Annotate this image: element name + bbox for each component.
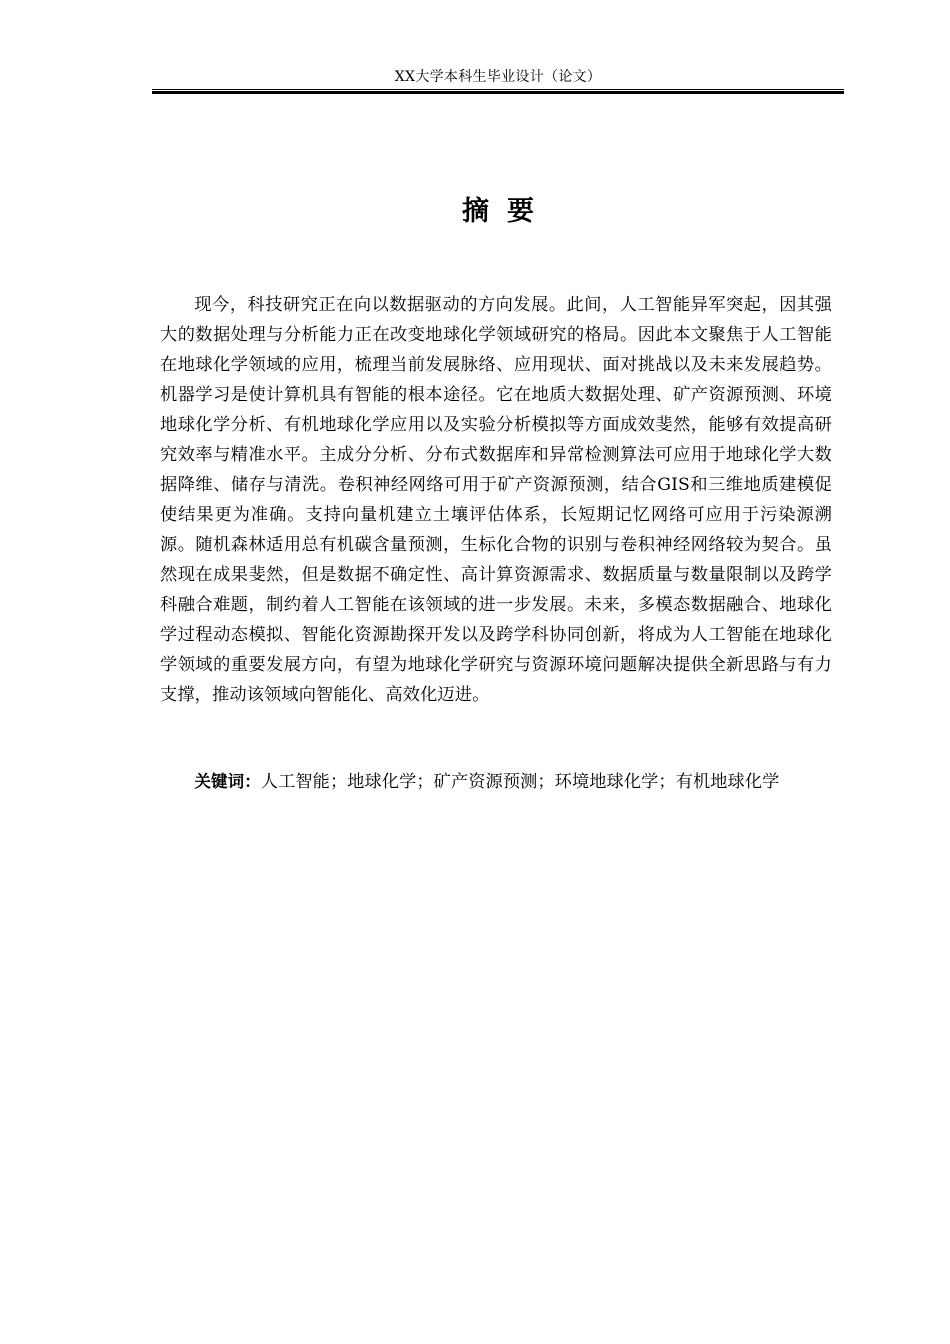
keywords-paragraph: [160, 767, 838, 797]
abstract-body: 现今，科技研究正在向以数据驱动的方向发展。此间，人工智能异军突起，因其强大的数据处理与分析能力正在改变地球化学领域研究的格局。因此本文聚焦于人工智能在地球化学领域的应用，梳理当前发展脉络、应用现状、面对挑战以及未来发展趋势。机器学习是使计算机具有智能的根本途径。它在地质大数据处理、矿产资源预测、环境地球化学分析、有机地球化学应用以及实验分析模拟等方面成效斐然，能够有效提高研究效率与精准水平。主成分分析、分布式数据库和异常检测算法可应用于地球化学大数据降维、储存与清洗。卷积神经网络可用于矿产资源预测，结合GIS和三维地质建模促使结果更为准确。支持向量机建立土壤评估体系，长短期记忆网络可应用于污染源溯源。随机森林适用总有机碳含量预测，生标化合物的识别与卷积神经网络较为契合。虽然现在成果斐然，但是数据不确定性、高计算资源需求、数据质量与数量限制以及跨学科融合难题，制约着人工智能在该领域的进一步发展。未来，多模态数据融合、地球化学过程动态模拟、智能化资源勘探开发以及跨学科协同创新，将成为人工智能在地球化学领域的重要发展方向，有望为地球化学研究与资源环境问题解决提供全新思路与有力支撑，推动该领域向智能化、高效化迈进。: [160, 295, 832, 705]
header-rule-thick: [152, 91, 844, 94]
keywords-label: 关键词：: [194, 772, 261, 791]
keywords-text: 人工智能；地球化学；矿产资源预测；环境地球化学；有机地球化学: [260, 772, 780, 792]
running-header: XX大学本科生毕业设计（论文）: [394, 69, 602, 85]
abstract-title: 摘要: [462, 196, 552, 227]
header-rule-thin: [152, 89, 844, 90]
header-double-rule: [152, 89, 844, 95]
